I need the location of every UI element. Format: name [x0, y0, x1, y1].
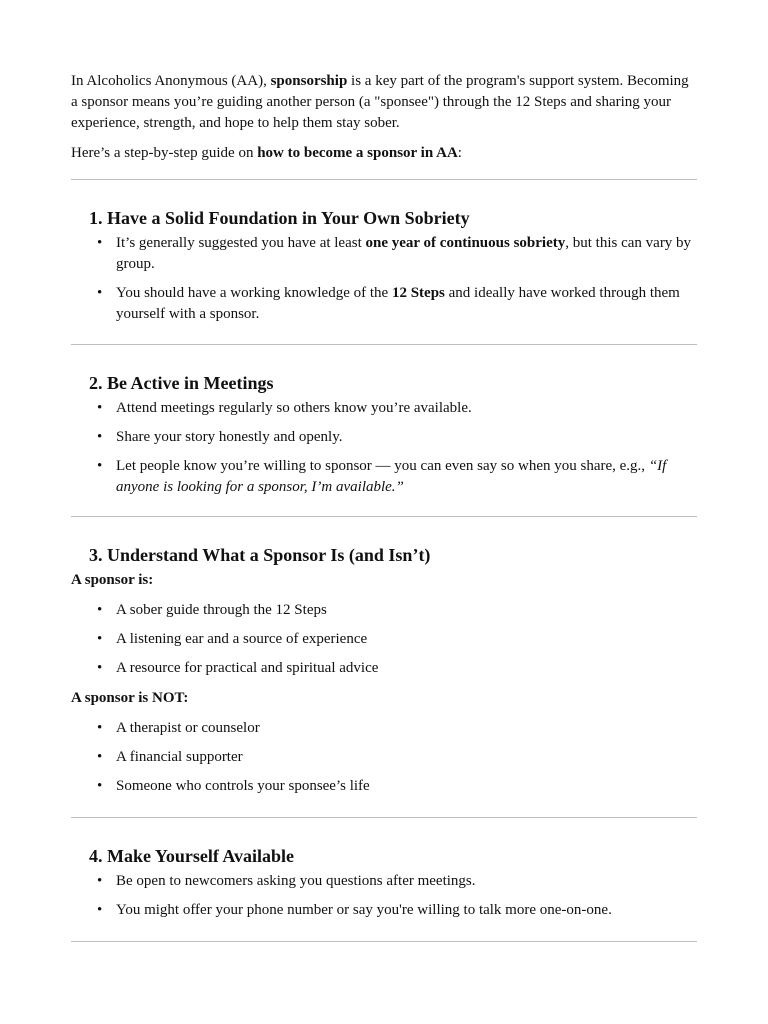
sponsor-is-not-list [71, 718, 697, 797]
list-item [71, 456, 697, 498]
divider [71, 344, 697, 345]
section-heading: 3. Understand What a Sponsor Is (and Isn’t) [89, 545, 431, 565]
item-text: Let people know you’re willing to sponsor — you can even say so when you share, e.g., [116, 458, 649, 474]
intro-bold-term: sponsorship [270, 73, 348, 89]
guide-lead-paragraph [71, 143, 697, 164]
sponsor-is-not-label: A sponsor is NOT: [71, 690, 189, 706]
item-text: You should have a working knowledge of the [116, 285, 392, 301]
list-item: • Someone who controls your sponsee’s life [71, 776, 697, 797]
bullet-list [71, 871, 697, 921]
list-item: • A resource for practical and spiritual advice [71, 658, 697, 679]
item-text: It’s generally suggested you have at least [116, 235, 366, 251]
list-item: • You might offer your phone number or say you're willing to talk more one-on-one. [71, 900, 697, 921]
divider [71, 179, 697, 180]
list-item: • A financial supporter [71, 747, 697, 768]
list-item: • A listening ear and a source of experience [71, 629, 697, 650]
item-text: and ideally have worked through them yourself with a sponsor. [116, 285, 680, 322]
divider [71, 817, 697, 818]
section-heading: 4. Make Yourself Available [89, 846, 294, 866]
list-item [71, 283, 697, 325]
list-item: • Be open to newcomers asking you questions after meetings. [71, 871, 697, 892]
item-quote: “If anyone is looking for a sponsor, I’m available.” [116, 458, 667, 495]
section-understand [71, 543, 697, 797]
section-available [71, 844, 697, 921]
sponsor-is-list [71, 600, 697, 679]
list-item [71, 233, 697, 275]
intro-paragraph [71, 71, 697, 134]
guide-lead-text: Here’s a step-by-step guide on [71, 145, 258, 161]
intro-text: is a key part of the program's support system. Becoming a sponsor means you’re guiding another person (a "sponsee") through the 12 Steps and sharing your experience, strength, and hope to help them stay sober. [71, 73, 689, 131]
item-bold: 12 Steps [391, 285, 445, 301]
article [71, 71, 697, 942]
divider [71, 516, 697, 517]
bullet-list [71, 398, 697, 498]
guide-lead-bold: how to become a sponsor in AA [257, 145, 458, 161]
list-item: • A therapist or counselor [71, 718, 697, 739]
item-text: , but this can vary by group. [116, 235, 692, 272]
section-heading: 1. Have a Solid Foundation in Your Own Sobriety [89, 208, 470, 228]
list-item: • Share your story honestly and openly. [71, 427, 697, 448]
section-meetings [71, 371, 697, 498]
sponsor-is-label: A sponsor is: [71, 572, 154, 588]
section-foundation [71, 206, 697, 325]
intro-text: In Alcoholics Anonymous (AA), [71, 73, 271, 89]
divider [71, 941, 697, 942]
guide-lead-text: : [457, 145, 462, 161]
item-bold: one year of continuous sobriety [365, 235, 566, 251]
list-item: • A sober guide through the 12 Steps [71, 600, 697, 621]
list-item: • Attend meetings regularly so others know you’re available. [71, 398, 697, 419]
bullet-list [71, 233, 697, 325]
section-heading: 2. Be Active in Meetings [89, 373, 274, 393]
